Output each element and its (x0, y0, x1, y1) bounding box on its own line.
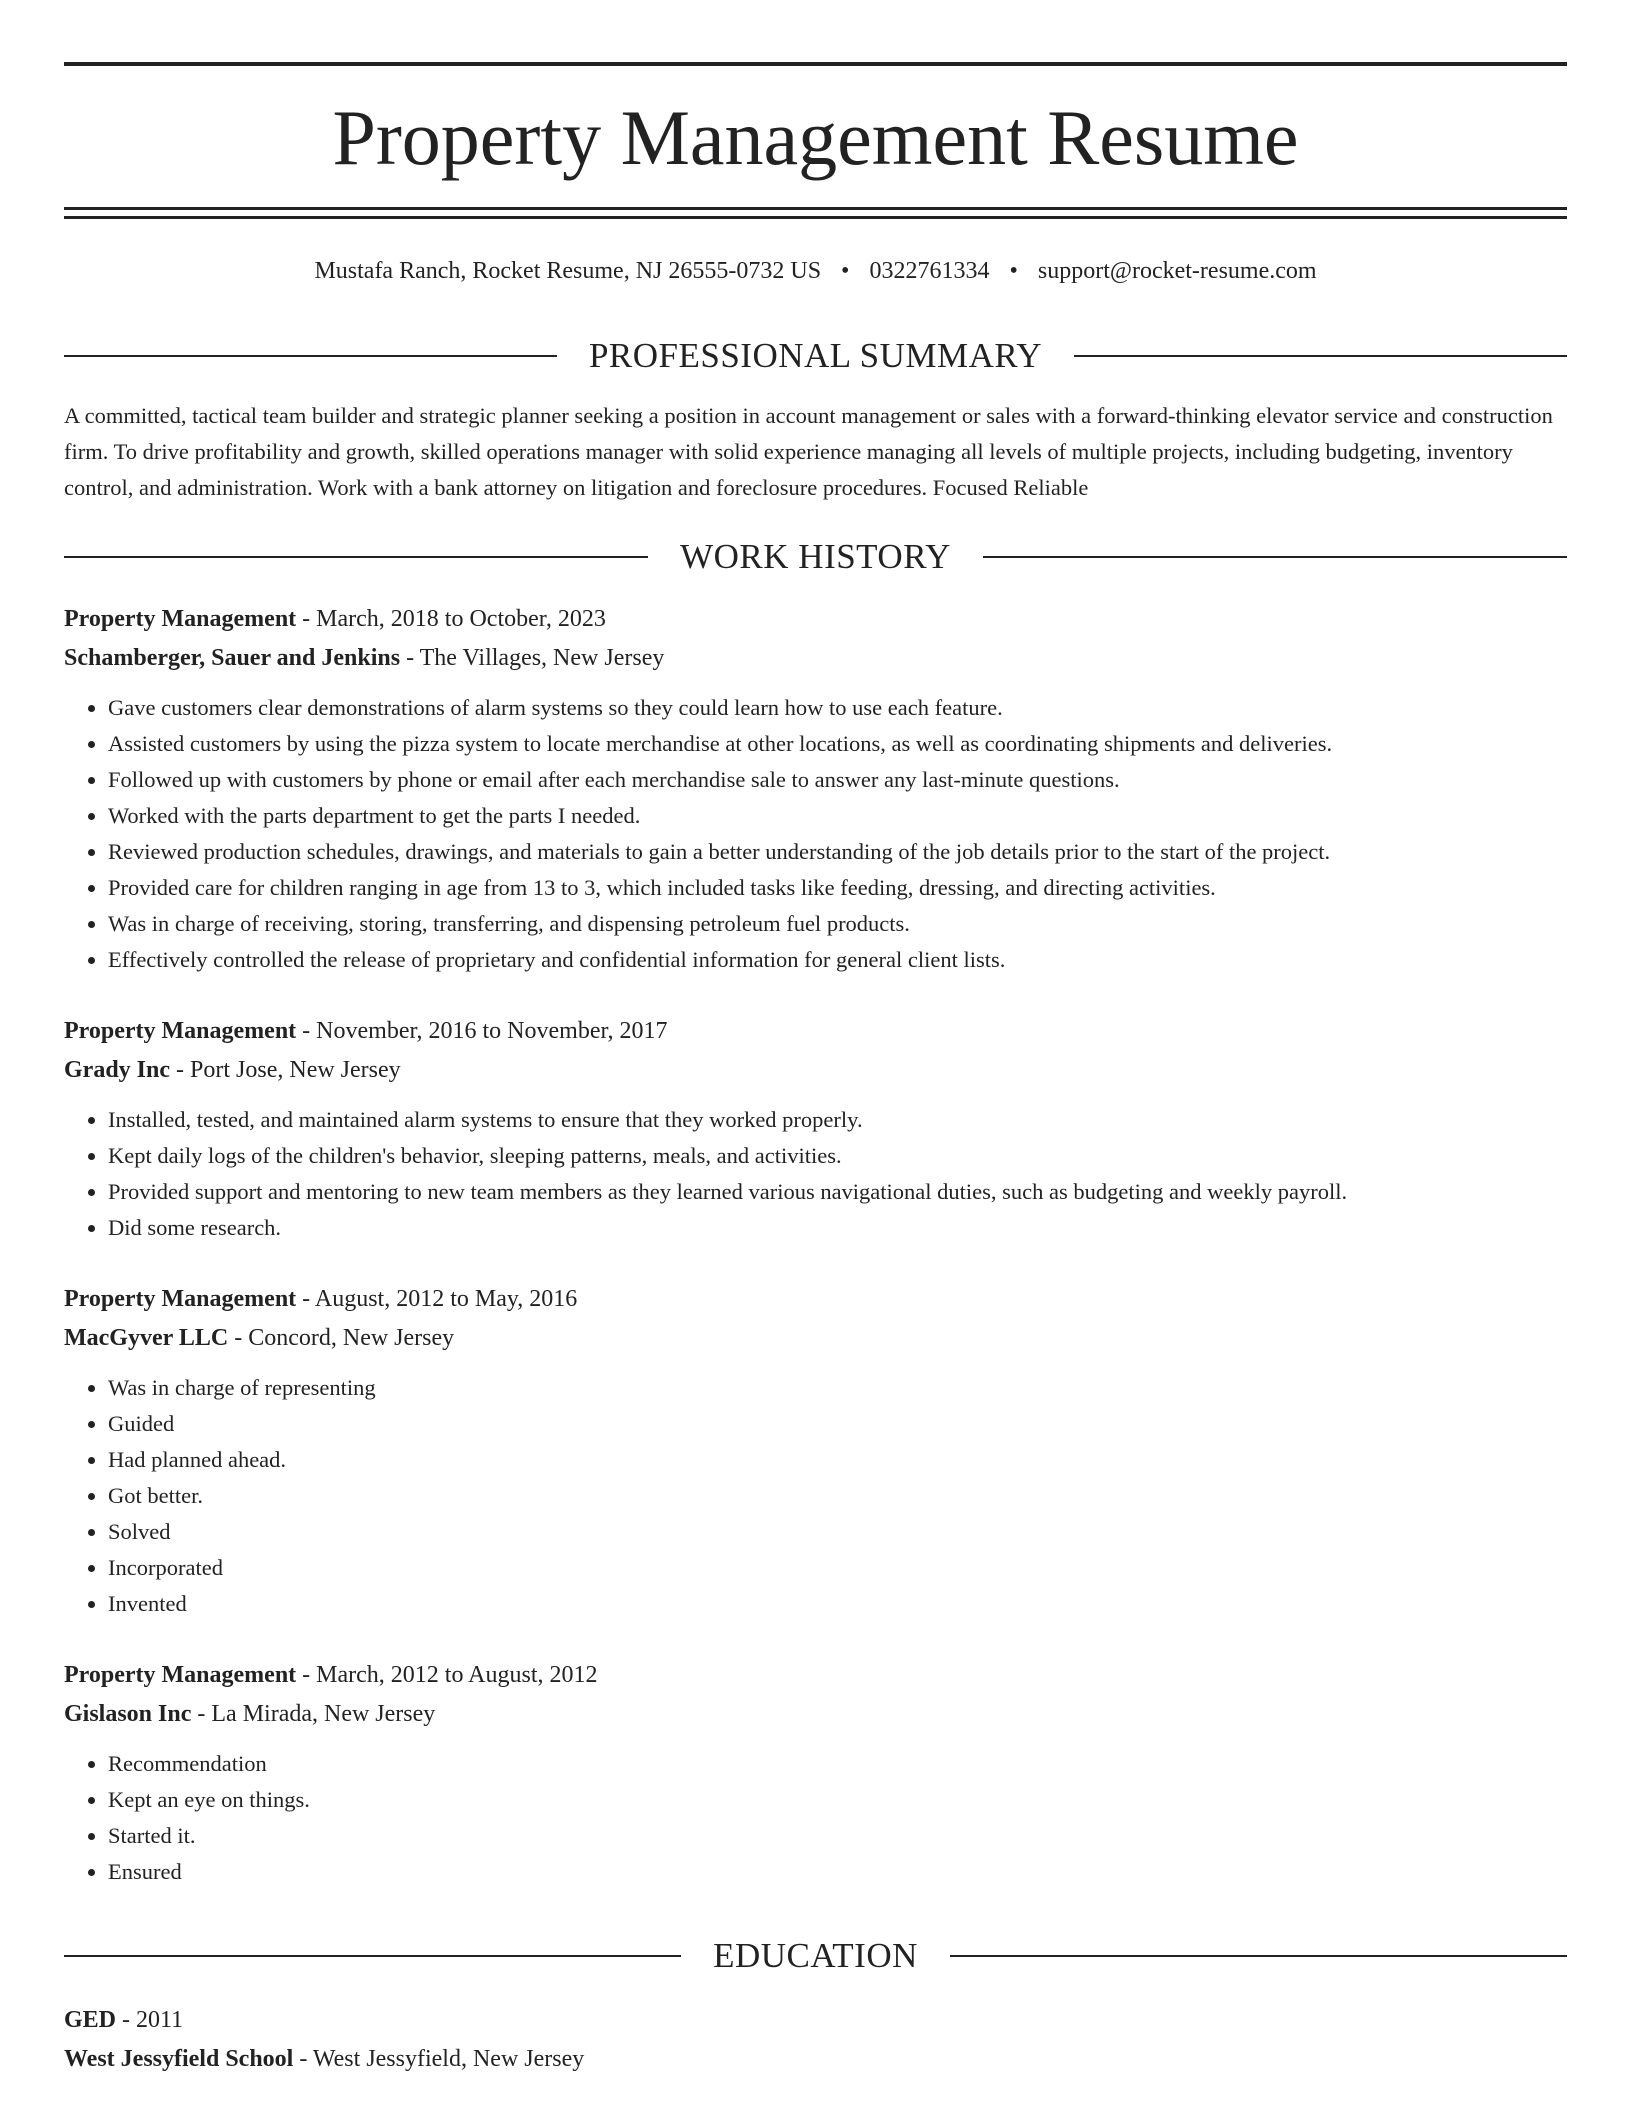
job-dates: March, 2018 to October, 2023 (316, 606, 606, 632)
title-rule-upper (64, 207, 1567, 210)
dash: - (122, 2007, 131, 2033)
dash: - (197, 1701, 206, 1727)
bullet-item: • Had planned ahead. (108, 1442, 1567, 1478)
education-entry (64, 2001, 1567, 2079)
job-company: Schamberger, Sauer and Jenkins (64, 645, 401, 671)
job-dates: November, 2016 to November, 2017 (316, 1018, 668, 1044)
education-degree: GED (64, 2007, 117, 2033)
section-title: PROFESSIONAL SUMMARY (588, 336, 1043, 375)
education-location: West Jessyfield, New Jersey (312, 2046, 585, 2072)
summary-text: A committed, tactical team builder and strategic planner seeking a position in account management or sales with a forward-thinking elevator service and construction firm. To drive profitability and growth, skilled operations manager with solid experience managing all levels of multiple projects, including budgeting, inventory control, and administration. Work with a bank attorney on litigation and foreclosure procedures. Focused Reliable (64, 403, 1553, 500)
contact-separator: • (841, 258, 850, 284)
bullet-item: • Provided support and mentoring to new team members as they learned various navigational duties, such as budgeting and weekly payroll. (108, 1174, 1567, 1210)
dash: - (176, 1057, 185, 1083)
bullet-item: • Followed up with customers by phone or email after each merchandise sale to answer any last-minute questions. (108, 762, 1567, 798)
bullet-item: • Assisted customers by using the pizza system to locate merchandise at other locations, as well as coordinating shipments and deliveries. (108, 726, 1567, 762)
section-rule-right (950, 1955, 1567, 1957)
job-company: MacGyver LLC (64, 1325, 229, 1351)
bullet-item: • Incorporated (108, 1550, 1567, 1586)
dash: - (302, 1286, 311, 1312)
contact-separator: • (1009, 258, 1018, 284)
job-title-line (64, 1012, 1567, 1051)
bullet-item: • Invented (108, 1586, 1567, 1622)
bullet-item: • Got better. (108, 1478, 1567, 1514)
job-bullets (64, 1370, 1567, 1622)
bullet-item: • Ensured (108, 1854, 1567, 1890)
bullet-item: • Was in charge of receiving, storing, transferring, and dispensing petroleum fuel products. (108, 906, 1567, 942)
contact-email: support@rocket-resume.com (1037, 258, 1317, 284)
job-location: Concord, New Jersey (248, 1325, 455, 1351)
job-entry (64, 1280, 1567, 1622)
section-header-education (64, 1934, 1567, 1978)
contact-line (64, 254, 1567, 288)
section-header-work (64, 535, 1567, 579)
job-title-line (64, 1280, 1567, 1319)
bullet-item: • Provided care for children ranging in age from 13 to 3, which included tasks like feeding, dressing, and directing activities. (108, 870, 1567, 906)
dash: - (302, 606, 311, 632)
job-title-line (64, 600, 1567, 639)
bullet-item: • Kept an eye on things. (108, 1782, 1567, 1818)
job-company: Gislason Inc (64, 1701, 192, 1727)
job-title: Property Management (64, 1286, 297, 1312)
bullet-item: • Installed, tested, and maintained alarm systems to ensure that they worked properly. (108, 1102, 1567, 1138)
job-dates: August, 2012 to May, 2016 (314, 1286, 578, 1312)
bullet-item: • Gave customers clear demonstrations of alarm systems so they could learn how to use each feature. (108, 690, 1567, 726)
section-rule-right (983, 556, 1567, 558)
job-entry (64, 600, 1567, 978)
section-rule-left (64, 1955, 681, 1957)
contact-phone: 0322761334 (869, 258, 990, 284)
job-title: Property Management (64, 1662, 297, 1688)
bullet-item: • Did some research. (108, 1210, 1567, 1246)
bullet-item: • Worked with the parts department to get the parts I needed. (108, 798, 1567, 834)
job-entry (64, 1656, 1567, 1890)
section-title: WORK HISTORY (680, 537, 951, 576)
job-bullets (64, 1102, 1567, 1246)
job-dates: March, 2012 to August, 2012 (316, 1662, 598, 1688)
job-location: La Mirada, New Jersey (211, 1701, 436, 1727)
resume-title: Property Management Resume (332, 94, 1299, 181)
job-title-line (64, 1656, 1567, 1695)
section-title: EDUCATION (713, 1936, 918, 1975)
bullet-item: • Guided (108, 1406, 1567, 1442)
job-bullets (64, 690, 1567, 978)
bullet-item: • Recommendation (108, 1746, 1567, 1782)
bullet-item: • Was in charge of representing (108, 1370, 1567, 1406)
job-company: Grady Inc (64, 1057, 171, 1083)
bullet-item: • Started it. (108, 1818, 1567, 1854)
contact-address: Mustafa Ranch, Rocket Resume, NJ 26555-0732 US (314, 258, 822, 284)
dash: - (406, 645, 415, 671)
dash: - (299, 2046, 308, 2072)
section-rule-right (1074, 355, 1567, 357)
bullet-item: • Solved (108, 1514, 1567, 1550)
section-rule-left (64, 355, 557, 357)
dash: - (234, 1325, 243, 1351)
dash: - (302, 1662, 311, 1688)
bullet-item: • Kept daily logs of the children's behavior, sleeping patterns, meals, and activities. (108, 1138, 1567, 1174)
job-title: Property Management (64, 1018, 297, 1044)
bullet-item: • Reviewed production schedules, drawings, and materials to gain a better understanding of the job details prior to the start of the project. (108, 834, 1567, 870)
top-rule (64, 62, 1567, 66)
education-school: West Jessyfield School (64, 2046, 294, 2072)
dash: - (302, 1018, 311, 1044)
job-location: Port Jose, New Jersey (190, 1057, 401, 1083)
education-year: 2011 (136, 2007, 184, 2033)
bullet-item: • Effectively controlled the release of proprietary and confidential information for general client lists. (108, 942, 1567, 978)
job-entry (64, 1012, 1567, 1246)
job-company-line (64, 639, 1567, 678)
job-title: Property Management (64, 606, 297, 632)
title-rule-lower (64, 216, 1567, 219)
education-degree-line (64, 2001, 1567, 2040)
section-rule-left (64, 556, 648, 558)
job-location: The Villages, New Jersey (419, 645, 665, 671)
job-company-line (64, 1319, 1567, 1358)
section-header-summary (64, 334, 1567, 378)
job-company-line (64, 1695, 1567, 1734)
job-bullets (64, 1746, 1567, 1890)
education-school-line (64, 2040, 1567, 2079)
job-company-line (64, 1051, 1567, 1090)
